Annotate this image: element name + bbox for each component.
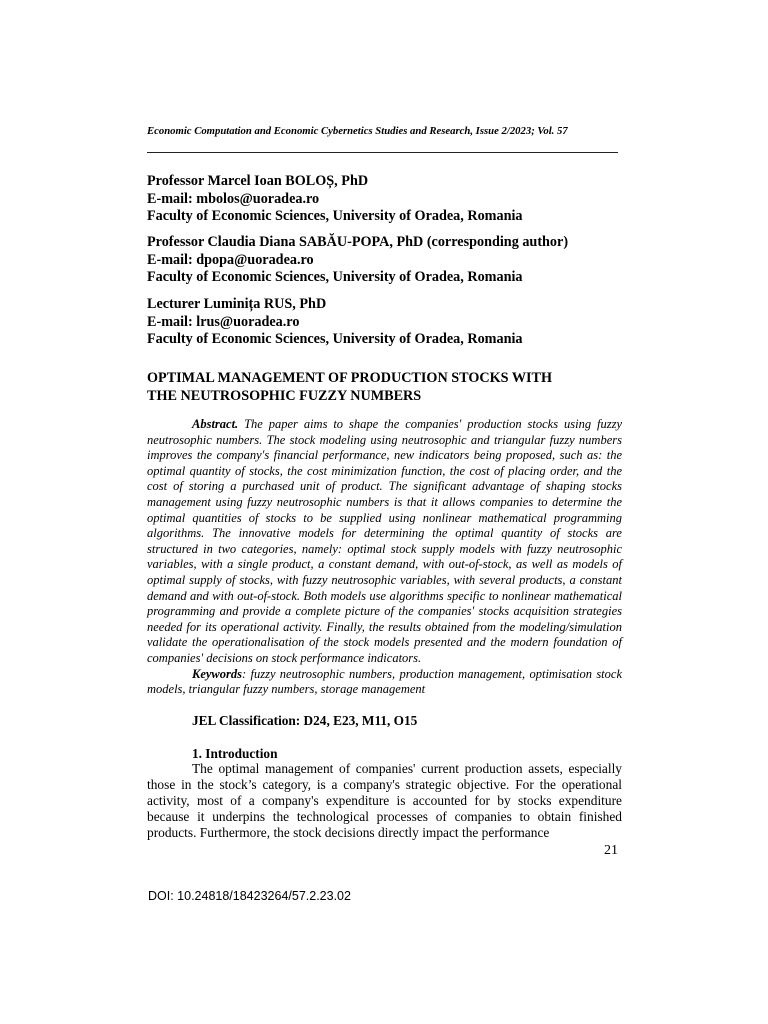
keywords-label: Keywords	[192, 666, 242, 681]
jel-classification: JEL Classification: D24, E23, M11, O15	[192, 713, 418, 728]
author-affiliation: Faculty of Economic Sciences, University of Oradea, Romania	[147, 208, 523, 224]
author-block-3	[147, 296, 627, 349]
abstract-label: Abstract.	[192, 417, 239, 431]
journal-header: Economic Computation and Economic Cybernetics Studies and Research, Issue 2/2023; Vol. 57	[147, 125, 568, 137]
abstract-paragraph	[147, 417, 622, 667]
page-number: 21	[604, 843, 618, 858]
author-name: Lecturer Luminița RUS, PhD	[147, 296, 327, 312]
author-name: Professor Marcel Ioan BOLOȘ, PhD	[147, 173, 369, 189]
title-line-1: OPTIMAL MANAGEMENT OF PRODUCTION STOCKS WITH	[147, 370, 553, 386]
keywords-text: : fuzzy neutrosophic numbers, production management, optimisation stock models, triangular fuzzy numbers, storage management	[147, 666, 622, 697]
abstract-section	[147, 417, 622, 698]
doi-footer: DOI: 10.24818/18423264/57.2.23.02	[148, 889, 351, 903]
author-affiliation: Faculty of Economic Sciences, University of Oradea, Romania	[147, 331, 523, 347]
header-divider	[147, 152, 618, 153]
author-block-1	[147, 173, 627, 226]
abstract-text: The paper aims to shape the companies' production stocks using fuzzy neutrosophic numbers. The stock modeling using neutrosophic and triangular fuzzy numbers improves the company's financial performance, new indicators being proposed, such as: the optimal quantity of stocks, the cost minimization function, the cost of placing order, and the cost of storing a purchased unit of product. The significant advantage of shaping stocks management using fuzzy neutrosophic numbers is that it allows companies to determine the optimal quantities of stocks to be supplied using nonlinear mathematical programming algorithms. The innovative models for determining the optimal quantity of stocks are structured in two categories, namely: optimal stock supply models with fuzzy neutrosophic variables, with a single product, a constant demand, with out-of-stock, as well as models of optimal supply of stocks, with fuzzy neutrosophic variables, with several products, a constant demand and with out-of-stock. Both models use algorithms specific to nonlinear mathematical programming and provide a complete picture of the companies' stocks acquisition strategies needed for its operational activity. Finally, the results obtained from the modeling/simulation validate the operationalisation of the stock models presented and the modern foundation of companies' decisions on stock performance indicators.	[147, 417, 622, 665]
title-line-2: THE NEUTROSOPHIC FUZZY NUMBERS	[147, 387, 422, 404]
author-affiliation: Faculty of Economic Sciences, University of Oradea, Romania	[147, 269, 523, 285]
introduction-paragraph: The optimal management of companies' current production assets, especially those in the stock’s category, is a company's strategic objective. For the operational activity, most of a company's expenditure is accounted for by stocks expenditure because it underpins the technological processes of companies to obtain finished products. Furthermore, the stock decisions directly impact the performance	[147, 761, 622, 840]
paper-title	[147, 370, 627, 405]
author-name: Professor Claudia Diana SABĂU-POPA, PhD (corresponding author)	[147, 234, 569, 250]
author-email: E-mail: dpopa@uoradea.ro	[147, 251, 314, 268]
author-email: E-mail: mbolos@uoradea.ro	[147, 190, 320, 207]
author-email: E-mail: lrus@uoradea.ro	[147, 313, 300, 330]
introduction-body	[147, 761, 622, 841]
keywords-paragraph	[147, 667, 622, 698]
section-heading-introduction: 1. Introduction	[192, 746, 278, 761]
author-block-2	[147, 234, 627, 287]
